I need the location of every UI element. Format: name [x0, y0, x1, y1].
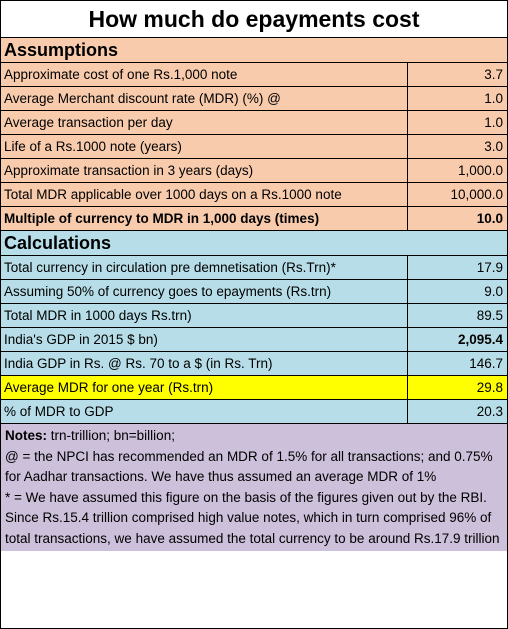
table-row: [1, 87, 507, 111]
row-value: 17.9: [407, 256, 507, 279]
notes-abbreviations: trn-trillion; bn=billion;: [47, 428, 175, 443]
table-row: [1, 304, 507, 328]
calculations-section: [1, 231, 507, 424]
row-value: 3.7: [407, 63, 507, 86]
assumptions-heading: Assumptions: [1, 38, 507, 63]
table-row-highlighted: [1, 376, 507, 400]
row-label: % of MDR to GDP: [4, 404, 114, 419]
row-label: Average MDR for one year (Rs.trn): [4, 380, 214, 395]
row-value: 89.5: [407, 304, 507, 327]
row-label: Approximate transaction in 3 years (days): [4, 163, 254, 178]
row-value: 2,095.4: [407, 328, 507, 351]
notes-heading: Notes:: [5, 428, 48, 443]
table-row-total: [1, 207, 507, 230]
table-title: How much do epayments cost: [1, 1, 507, 38]
row-value: 20.3: [407, 400, 507, 423]
calculations-heading: Calculations: [1, 231, 507, 256]
row-label: Total MDR in 1000 days Rs.trn): [4, 308, 192, 323]
row-label: Life of a Rs.1000 note (years): [4, 139, 182, 154]
notes-line: [5, 426, 503, 447]
notes-section: [1, 424, 507, 551]
table-row: [1, 328, 507, 352]
row-value: 9.0: [407, 280, 507, 303]
table-row: [1, 256, 507, 280]
row-value: 29.8: [407, 376, 507, 399]
row-label: Average Merchant discount rate (MDR) (%) @: [4, 91, 281, 106]
row-label: Assuming 50% of currency goes to epayments (Rs.trn): [4, 284, 332, 299]
table-row: [1, 111, 507, 135]
table-row: [1, 183, 507, 207]
table-row: [1, 135, 507, 159]
row-label: Approximate cost of one Rs.1,000 note: [4, 67, 238, 82]
notes-currency-footnote: * = We have assumed this figure on the basis of the figures given out by the RBI. Since Rs.15.4 trillion comprised high value notes, which in turn comprised 96% of total transactions, we have assumed the total currency to be around Rs.17.9 trillion: [5, 489, 500, 546]
table-row: [1, 352, 507, 376]
row-value: 10,000.0: [407, 183, 507, 206]
row-label: Multiple of currency to MDR in 1,000 days (times): [4, 211, 320, 226]
table-row: [1, 400, 507, 423]
assumptions-section: [1, 38, 507, 231]
notes-mdr-footnote: @ = the NPCI has recommended an MDR of 1.5% for all transactions; and 0.75% for Aadhar transactions. We have thus assumed an average MDR of 1%: [5, 448, 493, 484]
row-label: India's GDP in 2015 $ bn): [4, 332, 158, 347]
table-row: [1, 63, 507, 87]
row-value: 10.0: [407, 207, 507, 230]
table-row: [1, 159, 507, 183]
row-value: 1,000.0: [407, 159, 507, 182]
row-label: Average transaction per day: [4, 115, 173, 130]
row-value: 3.0: [407, 135, 507, 158]
table-row: [1, 280, 507, 304]
row-label: India GDP in Rs. @ Rs. 70 to a $ (in Rs. Trn): [4, 356, 273, 371]
row-value: 1.0: [407, 111, 507, 134]
row-label: Total currency in circulation pre demnetisation (Rs.Trn)*: [4, 260, 336, 275]
row-value: 1.0: [407, 87, 507, 110]
row-label: Total MDR applicable over 1000 days on a Rs.1000 note: [4, 187, 342, 202]
row-value: 146.7: [407, 352, 507, 375]
